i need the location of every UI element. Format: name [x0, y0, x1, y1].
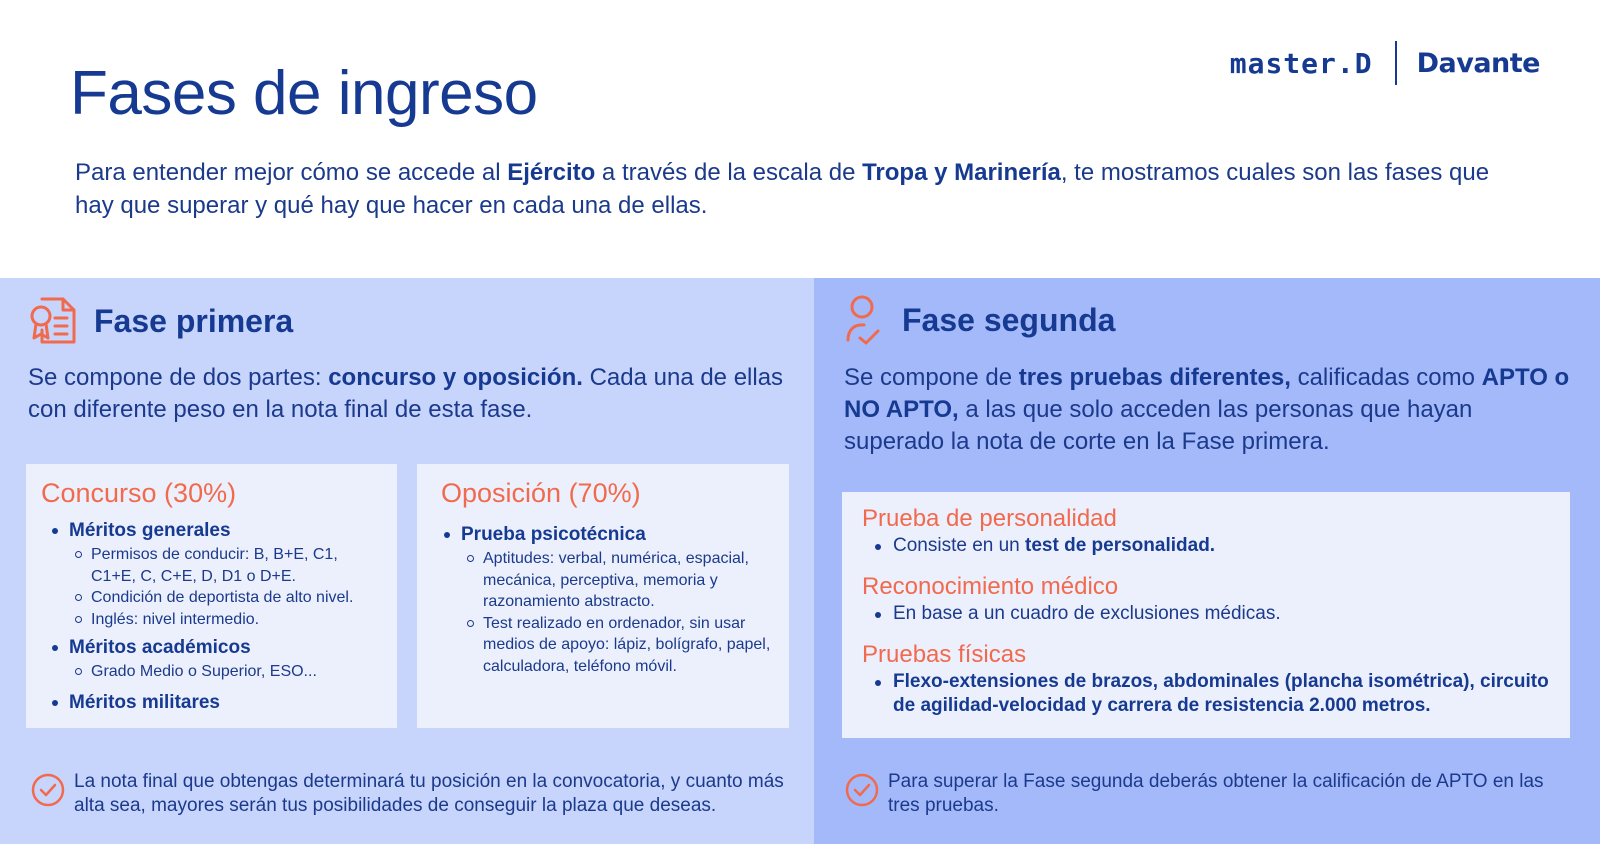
oposicion-title: Oposición (70%) — [441, 478, 641, 508]
intro-text-3: , te mostramos cuales son las fases que hay que superar y qué hay que hacer en cada una de ellas. — [75, 159, 1490, 219]
fase-primera-panel — [0, 278, 814, 844]
fase-primera-note — [30, 770, 800, 818]
reconocimiento-medico-text: En base a un cuadro de exclusiones médicas. — [893, 603, 1281, 624]
reconocimiento-medico-list — [862, 602, 1550, 626]
fase-primera-description — [28, 362, 788, 426]
prueba-personalidad-bold: test de personalidad. — [1025, 535, 1216, 556]
intro-bold-1: Ejército — [507, 159, 596, 186]
intro-bold-2: Tropa y Marinería — [862, 159, 1061, 186]
page-title: Fases de ingreso — [70, 59, 538, 128]
list-item — [49, 691, 382, 714]
list-item: Condición de deportista de alto nivel. — [69, 587, 382, 609]
concurso-list — [41, 519, 382, 714]
list-item: Inglés: nivel intermedio. — [69, 609, 382, 631]
certificate-document-icon — [28, 296, 78, 346]
fase2-desc-text-3: a las que solo acceden las personas que hayan superado la nota de corte en la Fase primera. — [844, 396, 1473, 455]
meritos-academicos-label: Méritos académicos — [69, 637, 251, 658]
concurso-card — [26, 464, 397, 728]
reconocimiento-medico-title: Reconocimiento médico — [862, 573, 1119, 600]
sub-list — [69, 544, 382, 630]
pruebas-card — [842, 492, 1570, 738]
list-item — [862, 602, 1550, 626]
check-circle-icon — [844, 772, 880, 808]
fase-primera-header — [28, 296, 293, 346]
fase-primera-title: Fase primera — [94, 302, 294, 339]
fase-segunda-header — [844, 294, 1115, 346]
list-item — [862, 670, 1550, 718]
fase-segunda-description — [844, 362, 1574, 458]
fase2-desc-bold-2: APTO o NO APTO, — [844, 364, 1570, 423]
concurso-title: Concurso (30%) — [41, 478, 237, 508]
list-item — [862, 534, 1550, 558]
fase1-desc-text-1: Se compone de dos partes: — [28, 364, 329, 391]
list-item — [441, 523, 774, 677]
logos — [1230, 40, 1540, 86]
sub-list — [461, 548, 774, 677]
list-item: Permisos de conducir: B, B+E, C1, C1+E, C, C+E, D, D1 o D+E. — [69, 544, 382, 587]
check-circle-icon — [30, 772, 66, 808]
fase2-desc-text-2: calificadas como — [1290, 364, 1482, 391]
fase1-desc-text-2: Cada una de ellas con diferente peso en la nota final de esta fase. — [28, 364, 784, 423]
pruebas-fisicas-title: Pruebas físicas — [862, 641, 1027, 668]
list-item — [49, 636, 382, 683]
fase2-desc-text-1: Se compone de — [844, 364, 1019, 391]
intro-text-1: Para entender mejor cómo se accede al — [75, 159, 508, 186]
prueba-personalidad-text: Consiste en un — [893, 535, 1026, 556]
fase-segunda-title: Fase segunda — [902, 301, 1116, 338]
fase-segunda-panel — [814, 278, 1600, 844]
fase1-desc-bold: concurso y oposición. — [328, 364, 583, 391]
fase-primera-note-text: La nota final que obtengas determinará tu posición en la convocatoria, y cuanto más alta sea, mayores serán tus posibilidades de conseguir la plaza que deseas. — [74, 771, 784, 816]
intro-text-2: a través de la escala de — [595, 159, 863, 186]
davante-logo: Davante — [1416, 47, 1540, 79]
list-item — [49, 519, 382, 630]
meritos-militares-label: Méritos militares — [69, 691, 220, 713]
pruebas-fisicas-bold: Flexo-extensiones de brazos, abdominales (plancha isométrica), circuito de agilidad-velocidad y carrera de resistencia 2.000 metros. — [893, 671, 1549, 716]
fase2-desc-bold-1: tres pruebas diferentes, — [1018, 364, 1291, 391]
intro-paragraph — [75, 156, 1515, 222]
fase-segunda-note-text: Para superar la Fase segunda deberás obtener la calificación de APTO en las tres pruebas. — [888, 771, 1544, 816]
oposicion-list — [441, 523, 774, 677]
prueba-psicotecnica-label: Prueba psicotécnica — [461, 524, 646, 545]
prueba-personalidad-title: Prueba de personalidad — [862, 505, 1117, 532]
list-item: Grado Medio o Superior, ESO... — [69, 661, 382, 683]
fase-segunda-note — [844, 770, 1564, 818]
logo-divider — [1395, 41, 1397, 85]
masterd-logo: master.D — [1229, 46, 1373, 80]
prueba-personalidad-list — [862, 534, 1550, 558]
list-item: Aptitudes: verbal, numérica, espacial, mecánica, perceptiva, memoria y razonamiento abstracto. — [461, 548, 774, 613]
meritos-generales-label: Méritos generales — [69, 520, 231, 541]
list-item: Test realizado en ordenador, sin usar medios de apoyo: lápiz, bolígrafo, papel, calculadora, teléfono móvil. — [461, 613, 774, 678]
pruebas-fisicas-list — [862, 670, 1550, 718]
sub-list — [69, 661, 382, 683]
oposicion-card — [417, 464, 789, 728]
user-check-icon — [844, 294, 884, 346]
